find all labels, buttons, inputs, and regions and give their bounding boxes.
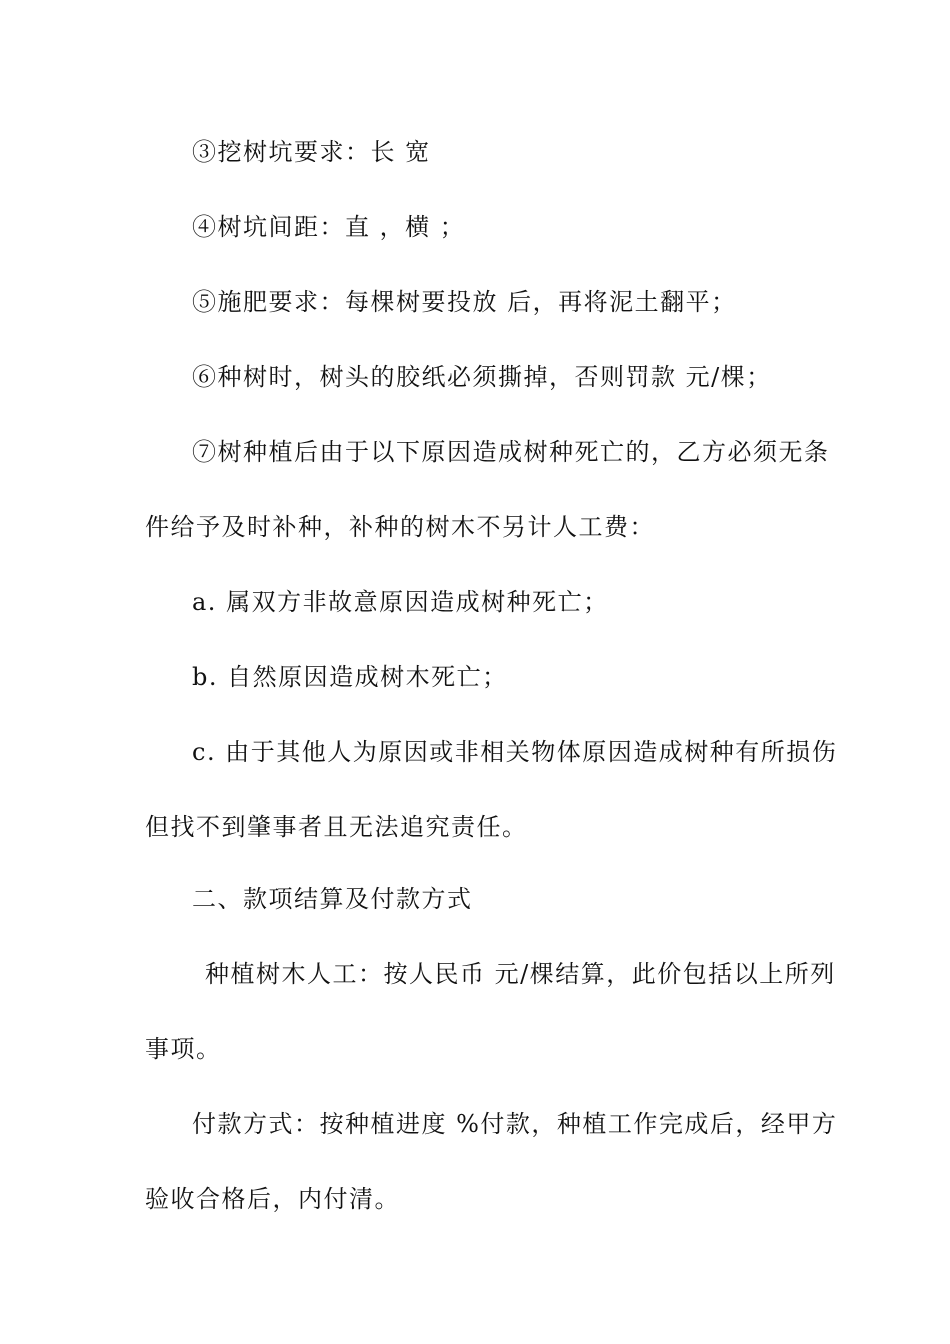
text-line-labor-rate: 种植树木人工：按人民币 元/棵结算，此价包括以上所列: [205, 960, 836, 988]
text-line-payment-method: 付款方式：按种植进度 %付款，种植工作完成后，经甲方: [192, 1110, 838, 1138]
section-heading-payment: 二、款项结算及付款方式: [192, 885, 473, 913]
text-line-pit-spacing: ④树坑间距：直 ，横 ；: [192, 213, 466, 241]
text-line-tape-removal: ⑥种树时，树头的胶纸必须撕掉，否则罚款 元/棵；: [192, 363, 772, 391]
text-line-replant-condition-cont: 件给予及时补种，补种的树木不另计人工费：: [145, 513, 655, 541]
list-item-c: c. 由于其他人为原因或非相关物体原因造成树种有所损伤: [192, 738, 838, 766]
text-line-payment-method-cont: 验收合格后，内付清。: [145, 1185, 400, 1213]
text-line-fertilizer: ⑤施肥要求：每棵树要投放 后，再将泥土翻平；: [192, 288, 737, 316]
text-line-pit-dimensions: ③挖树坑要求：长 宽: [192, 138, 431, 166]
text-line-labor-rate-cont: 事项。: [145, 1035, 222, 1063]
list-item-b: b. 自然原因造成树木死亡；: [192, 663, 508, 691]
list-item-a: a. 属双方非故意原因造成树种死亡；: [192, 588, 609, 616]
list-item-c-cont: 但找不到肇事者且无法追究责任。: [145, 813, 528, 841]
text-line-replant-condition: ⑦树种植后由于以下原因造成树种死亡的，乙方必须无条: [192, 438, 830, 466]
